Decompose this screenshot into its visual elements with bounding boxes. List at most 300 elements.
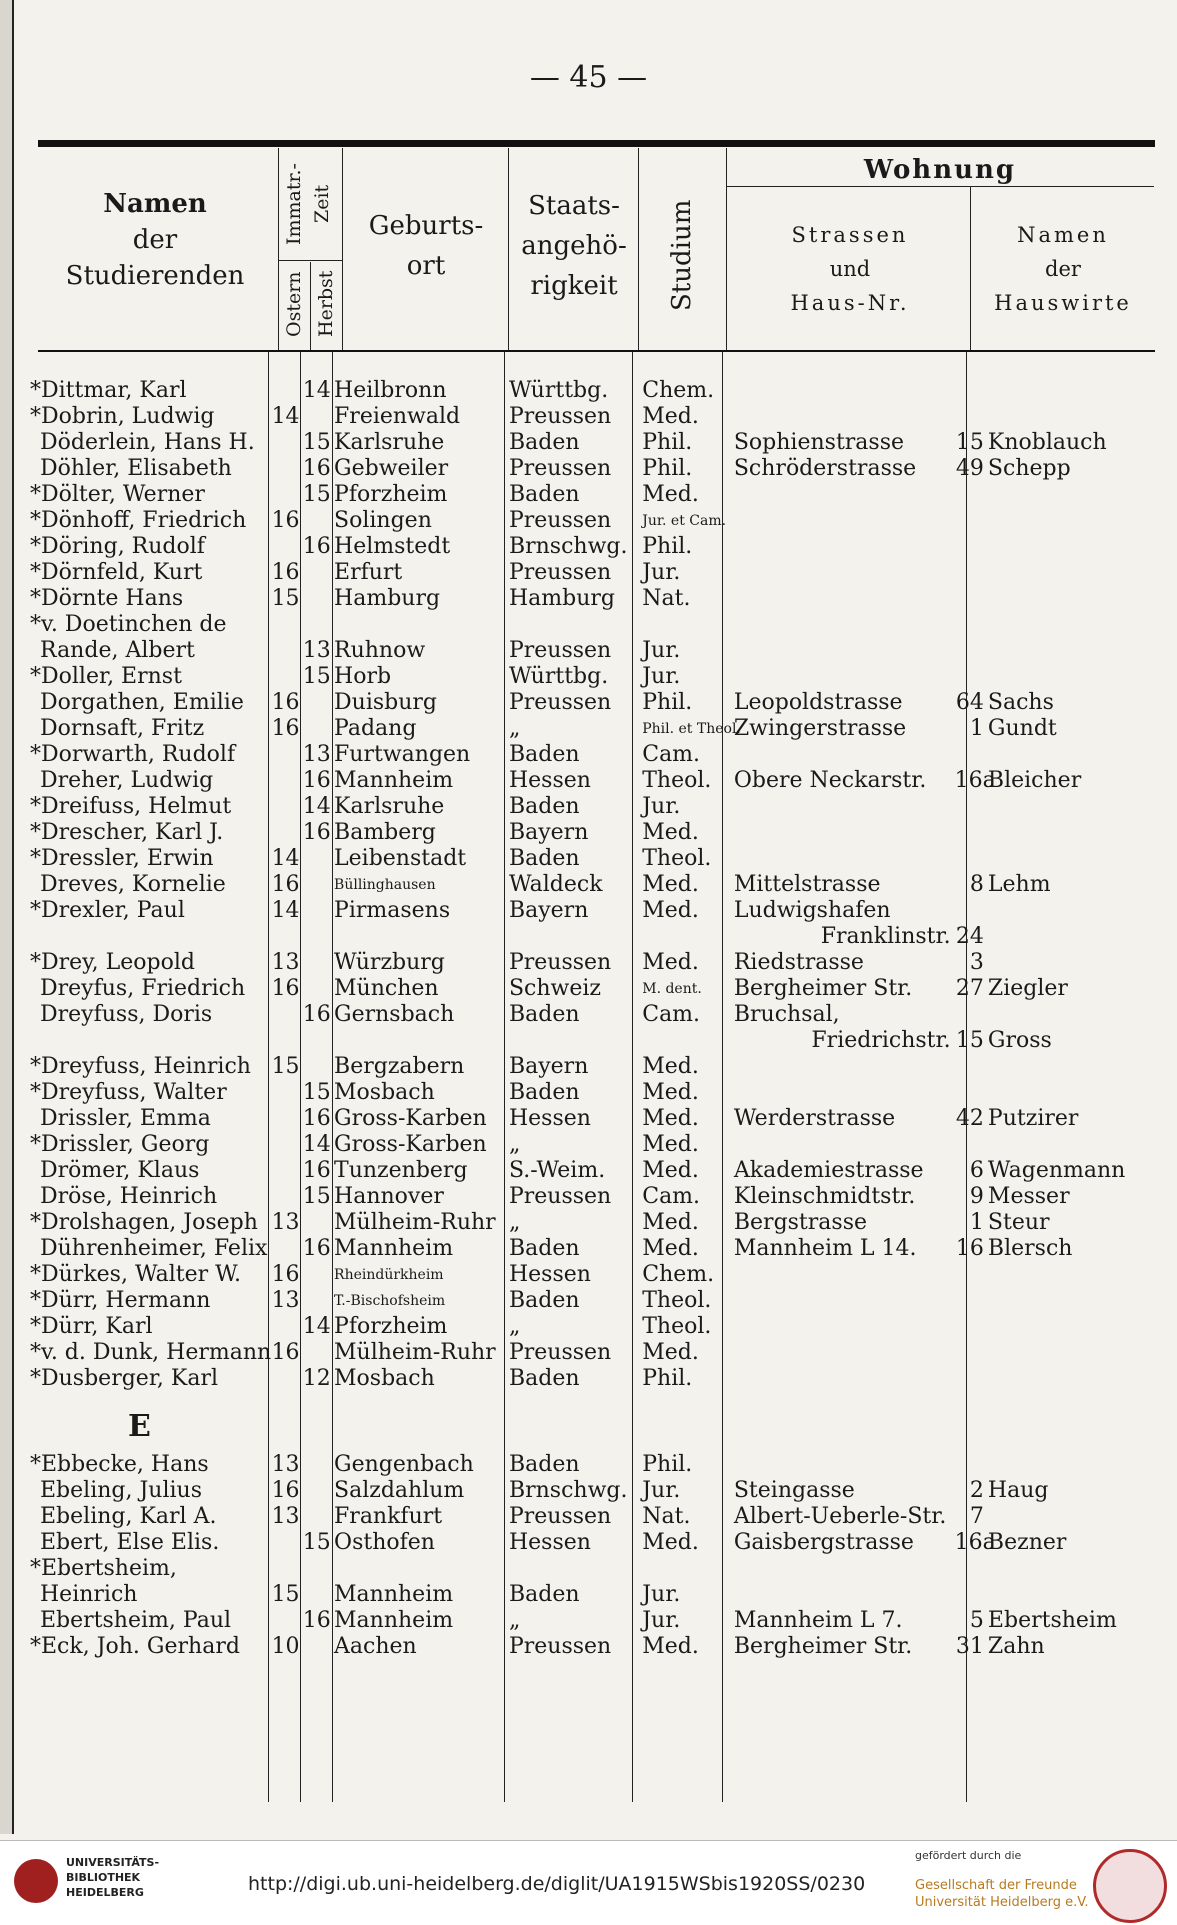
immatr-herbst [301, 1582, 332, 1608]
students-d-body [28, 378, 1163, 1392]
immatr-herbst [301, 612, 332, 638]
birthplace [332, 924, 507, 950]
street-address [732, 482, 953, 508]
header-geburtsort-1: Geburts- [368, 211, 484, 241]
house-number: 6 [969, 1158, 984, 1183]
street-address [732, 846, 953, 872]
street-address: Albert-Ueberle-Str. [733, 1504, 947, 1529]
street-address: Riedstrasse [733, 950, 864, 975]
nationality: Baden [508, 1288, 580, 1313]
nationality: S.-Weim. [508, 1158, 606, 1183]
field-of-study [640, 1556, 732, 1582]
house-number [953, 1366, 986, 1392]
student-name: *Döring, Rudolf [30, 534, 205, 559]
immatr-ostern [270, 1106, 301, 1132]
student-name: *Dönhoff, Friedrich [30, 508, 247, 533]
field-of-study: Med. [642, 872, 699, 897]
header-divider [278, 260, 342, 261]
field-of-study: Med. [642, 1210, 699, 1235]
birthplace: Solingen [334, 508, 432, 533]
street-address [732, 1340, 953, 1366]
field-of-study: Med. [642, 1236, 699, 1261]
birthplace: Mannheim [334, 1236, 454, 1261]
table-row [28, 1530, 1163, 1556]
immatr-ostern [270, 612, 301, 638]
table-row [28, 456, 1163, 482]
table-row [28, 1236, 1163, 1262]
table-row [28, 846, 1163, 872]
nationality: Preussen [508, 560, 612, 585]
immatr-ostern [270, 1158, 301, 1184]
immatr-herbst [301, 1452, 332, 1478]
student-name: *Dreyfuss, Walter [30, 1080, 227, 1105]
field-of-study: Theol. [642, 846, 712, 871]
landlord-name: Steur [987, 1210, 1050, 1235]
immatr-herbst [301, 586, 332, 612]
immatr-ostern [270, 1132, 301, 1158]
house-number [953, 794, 986, 820]
immatr-ostern: 16 [271, 1262, 300, 1287]
header-studium: Studium [667, 199, 697, 311]
nationality: Baden [508, 1002, 580, 1027]
top-rule [38, 140, 1155, 147]
birthplace: Mannheim [334, 1608, 454, 1633]
street-address [732, 1262, 953, 1288]
nationality: Preussen [508, 690, 612, 715]
student-name: *Dürkes, Walter W. [30, 1262, 241, 1287]
house-number [953, 742, 986, 768]
field-of-study: Med. [642, 482, 699, 507]
street-address [732, 664, 953, 690]
nationality: Preussen [508, 456, 612, 481]
field-of-study: Theol. [642, 1314, 712, 1339]
student-name: Dreher, Ludwig [40, 768, 214, 793]
immatr-ostern: 13 [271, 1452, 300, 1477]
field-of-study: Phil. [642, 1366, 693, 1391]
immatr-herbst [301, 1054, 332, 1080]
nationality: Hessen [508, 1530, 591, 1555]
student-name: Dreyfus, Friedrich [40, 976, 246, 1001]
street-address [732, 1132, 953, 1158]
house-number: 15 [955, 1028, 984, 1053]
table-row [28, 1478, 1163, 1504]
field-of-study: Phil. [642, 430, 693, 455]
table-row [28, 508, 1163, 534]
student-name: Dröse, Heinrich [40, 1184, 218, 1209]
street-address [732, 1556, 953, 1582]
header-ostern: Ostern [283, 271, 305, 337]
immatr-herbst: 12 [302, 1366, 331, 1391]
society-name-2: Universität Heidelberg e.V. [915, 1895, 1089, 1910]
immatr-ostern: 16 [271, 690, 300, 715]
table-row [28, 404, 1163, 430]
immatr-herbst [301, 1210, 332, 1236]
header-herbst: Herbst [315, 270, 337, 338]
table-row [28, 1106, 1163, 1132]
landlord-name [986, 482, 1163, 508]
table-row [28, 1314, 1163, 1340]
header-immatr-zeit: Immatr.-Zeit [283, 163, 333, 245]
immatr-herbst: 13 [302, 742, 331, 767]
library-name [66, 1855, 159, 1900]
house-number [953, 1452, 986, 1478]
nationality [507, 1556, 640, 1582]
street-address [732, 820, 953, 846]
student-name: *Dusberger, Karl [30, 1366, 219, 1391]
landlord-name [986, 1262, 1163, 1288]
immatr-herbst [301, 560, 332, 586]
nationality: Bayern [508, 1054, 589, 1079]
student-name: *Drexler, Paul [30, 898, 185, 923]
immatr-ostern: 16 [271, 976, 300, 1001]
table-row [28, 1028, 1163, 1054]
footer [0, 1840, 1177, 1925]
birthplace: Pforzheim [334, 1314, 448, 1339]
section-e-header [28, 1392, 1163, 1452]
landlord-name [986, 612, 1163, 638]
immatr-herbst: 16 [302, 1002, 331, 1027]
student-name: *Drissler, Georg [30, 1132, 210, 1157]
table-row [28, 1262, 1163, 1288]
immatr-ostern [270, 924, 301, 950]
house-number: 8 [969, 872, 984, 897]
house-number: 31 [955, 1634, 984, 1659]
house-number [953, 1556, 986, 1582]
table-row [28, 1002, 1163, 1028]
field-of-study: Chem. [642, 378, 715, 403]
nationality: Bayern [508, 820, 589, 845]
nationality: Preussen [508, 1340, 612, 1365]
field-of-study: Med. [642, 1530, 699, 1555]
table-row [28, 950, 1163, 976]
field-of-study: Med. [642, 1054, 699, 1079]
immatr-ostern [270, 1608, 301, 1634]
immatr-ostern [270, 1530, 301, 1556]
student-name: Drissler, Emma [40, 1106, 211, 1131]
landlord-name: Sachs [987, 690, 1054, 715]
nationality: Bayern [508, 898, 589, 923]
field-of-study: Med. [642, 1634, 699, 1659]
street-address: Bruchsal, [733, 1002, 840, 1027]
birthplace: Bergzabern [334, 1054, 465, 1079]
student-name: *Dürr, Hermann [30, 1288, 211, 1313]
immatr-ostern: 13 [271, 950, 300, 975]
table-row [28, 690, 1163, 716]
field-of-study: Jur. [642, 664, 681, 689]
immatr-herbst: 15 [302, 664, 331, 689]
nationality [507, 924, 640, 950]
header-namen-title: Namen [103, 189, 207, 219]
birthplace: Hamburg [334, 586, 441, 611]
header-divider [278, 148, 279, 350]
immatr-herbst [301, 1340, 332, 1366]
landlord-name: Schepp [987, 456, 1071, 481]
immatr-ostern: 13 [271, 1210, 300, 1235]
table-row [28, 1452, 1163, 1478]
table-row [28, 794, 1163, 820]
immatr-herbst [301, 1262, 332, 1288]
header-hauswirte-2: der [1045, 257, 1081, 281]
students-table [28, 378, 1163, 1660]
immatr-ostern [270, 378, 301, 404]
nationality: Preussen [508, 1504, 612, 1529]
nationality: Preussen [508, 638, 612, 663]
landlord-name [986, 1054, 1163, 1080]
immatr-herbst: 14 [302, 1314, 331, 1339]
birthplace: Karlsruhe [334, 430, 445, 455]
street-address: Bergheimer Str. [733, 1634, 913, 1659]
nationality: Hamburg [508, 586, 615, 611]
birthplace: T.-Bischofsheim [334, 1293, 446, 1309]
field-of-study: Med. [642, 1158, 699, 1183]
landlord-name [986, 1556, 1163, 1582]
immatr-ostern: 16 [271, 1478, 300, 1503]
header-namen-der: der [132, 225, 178, 255]
table-row [28, 1634, 1163, 1660]
header-staatsangehoerigkeit [512, 186, 636, 306]
birthplace: Tunzenberg [334, 1158, 468, 1183]
field-of-study: Cam. [642, 742, 701, 767]
landlord-name [986, 742, 1163, 768]
field-of-study: Med. [642, 404, 699, 429]
society-name-1: Gesellschaft der Freunde [915, 1878, 1077, 1893]
immatr-ostern: 16 [271, 508, 300, 533]
street-address [732, 1314, 953, 1340]
street-address: Ludwigshafen [733, 898, 891, 923]
nationality: Baden [508, 1452, 580, 1477]
street-address: Bergheimer Str. [733, 976, 913, 1001]
nationality: Preussen [508, 1184, 612, 1209]
house-number [953, 534, 986, 560]
street-address [732, 1288, 953, 1314]
page-edge [0, 0, 14, 1834]
student-name: *Dobrin, Ludwig [30, 404, 215, 429]
field-of-study: Cam. [642, 1002, 701, 1027]
immatr-ostern: 13 [271, 1288, 300, 1313]
street-address: Franklinstr. [820, 924, 951, 949]
student-name: *Dürr, Karl [30, 1314, 153, 1339]
nationality: Preussen [508, 950, 612, 975]
street-address: Schröderstrasse [733, 456, 917, 481]
landlord-name: Bleicher [987, 768, 1082, 793]
header-hauswirte-1: Namen [1017, 223, 1109, 247]
nationality: Waldeck [508, 872, 603, 897]
nationality: Hessen [508, 1262, 591, 1287]
immatr-ostern: 16 [271, 560, 300, 585]
house-number [953, 898, 986, 924]
nationality: „ [508, 716, 521, 741]
birthplace: Heilbronn [334, 378, 447, 403]
header-geburtsort [346, 206, 506, 286]
landlord-name [986, 820, 1163, 846]
header-strassen [730, 218, 970, 320]
house-number [953, 1002, 986, 1028]
landlord-name: Ebertsheim [987, 1608, 1117, 1633]
immatr-herbst [301, 690, 332, 716]
immatr-ostern: 14 [271, 846, 300, 871]
landlord-name: Messer [987, 1184, 1070, 1209]
birthplace: Mülheim-Ruhr [334, 1340, 496, 1365]
field-of-study: Phil. [642, 690, 693, 715]
landlord-name [986, 638, 1163, 664]
immatr-herbst: 15 [302, 1530, 331, 1555]
house-number: 5 [969, 1608, 984, 1633]
landlord-name: Gundt [987, 716, 1057, 741]
student-name: *Dölter, Werner [30, 482, 205, 507]
house-number: 1 [969, 716, 984, 741]
table-row [28, 1504, 1163, 1530]
immatr-herbst: 14 [302, 378, 331, 403]
immatr-herbst: 16 [302, 1236, 331, 1261]
landlord-name: Zahn [987, 1634, 1045, 1659]
field-of-study: M. dent. [642, 981, 702, 997]
house-number [953, 378, 986, 404]
student-name: Dreyfuss, Doris [40, 1002, 213, 1027]
street-address [732, 404, 953, 430]
birthplace: Hannover [334, 1184, 444, 1209]
immatr-ostern [270, 1080, 301, 1106]
house-number: 24 [955, 924, 984, 949]
table-row [28, 976, 1163, 1002]
immatr-ostern [270, 430, 301, 456]
student-name: *Drescher, Karl J. [30, 820, 224, 845]
header-geburtsort-2: ort [406, 251, 446, 281]
header-staats-3: rigkeit [530, 271, 618, 301]
house-number [953, 1262, 986, 1288]
immatr-herbst [301, 1556, 332, 1582]
immatr-ostern [270, 664, 301, 690]
house-number [953, 612, 986, 638]
house-number [953, 638, 986, 664]
immatr-ostern [270, 1236, 301, 1262]
house-number [953, 508, 986, 534]
student-name: Ebeling, Julius [40, 1478, 202, 1503]
landlord-name: Knoblauch [987, 430, 1107, 455]
table-row [28, 638, 1163, 664]
student-name: *Dreifuss, Helmut [30, 794, 232, 819]
landlord-name [986, 846, 1163, 872]
sponsor-text: gefördert durch die [915, 1849, 1022, 1862]
street-address: Mannheim L 14. [733, 1236, 917, 1261]
nationality: Hessen [508, 1106, 591, 1131]
table-row [28, 430, 1163, 456]
student-name: *Dörnfeld, Kurt [30, 560, 203, 585]
immatr-ostern [270, 638, 301, 664]
source-url[interactable]: http://digi.ub.uni-heidelberg.de/diglit/UA1915WSbis1920SS/0230 [248, 1873, 866, 1895]
house-number: 3 [969, 950, 984, 975]
immatr-ostern [270, 820, 301, 846]
street-address: Friedrichstr. [811, 1028, 951, 1053]
house-number [953, 1080, 986, 1106]
immatr-herbst [301, 1634, 332, 1660]
landlord-name [986, 1314, 1163, 1340]
immatr-herbst [301, 924, 332, 950]
birthplace: Mannheim [334, 768, 454, 793]
immatr-ostern [270, 534, 301, 560]
street-address: Steingasse [733, 1478, 855, 1503]
library-name-2: BIBLIOTHEK [66, 1871, 141, 1884]
header-divider [508, 148, 509, 350]
house-number: 7 [969, 1504, 984, 1529]
landlord-name [986, 534, 1163, 560]
landlord-name [986, 1288, 1163, 1314]
student-name: Döhler, Elisabeth [40, 456, 232, 481]
birthplace: Karlsruhe [334, 794, 445, 819]
birthplace [332, 1556, 507, 1582]
landlord-name: Bezner [987, 1530, 1067, 1555]
landlord-name [986, 1504, 1163, 1530]
birthplace: Osthofen [334, 1530, 435, 1555]
field-of-study: Theol. [642, 768, 712, 793]
birthplace: Rheindürkheim [334, 1267, 444, 1283]
table-row [28, 742, 1163, 768]
house-number: 64 [955, 690, 984, 715]
landlord-name [986, 560, 1163, 586]
nationality: „ [508, 1210, 521, 1235]
table-row [28, 1288, 1163, 1314]
table-row [28, 768, 1163, 794]
student-name: *Eck, Joh. Gerhard [30, 1634, 240, 1659]
student-name: *v. d. Dunk, Hermann [30, 1340, 272, 1365]
landlord-name [986, 1080, 1163, 1106]
street-address: Zwingerstrasse [733, 716, 907, 741]
house-number: 15 [955, 430, 984, 455]
landlord-name: Gross [987, 1028, 1052, 1053]
field-of-study: Phil. et Theol. [642, 721, 741, 737]
immatr-herbst [301, 1028, 332, 1054]
house-number: 16a [954, 1530, 996, 1555]
street-address: Mannheim L 7. [733, 1608, 903, 1633]
student-name: Dreves, Kornelie [40, 872, 226, 897]
house-number [953, 820, 986, 846]
table-row [28, 1184, 1163, 1210]
university-seal-icon [1093, 1849, 1167, 1923]
birthplace: Furtwangen [334, 742, 471, 767]
field-of-study: Med. [642, 1106, 699, 1131]
library-logo-icon [14, 1859, 58, 1903]
immatr-ostern [270, 1184, 301, 1210]
table-row [28, 924, 1163, 950]
immatr-herbst: 15 [302, 1080, 331, 1105]
landlord-name [986, 586, 1163, 612]
table-row [28, 1366, 1163, 1392]
header-staats-1: Staats- [528, 191, 620, 221]
student-name [28, 1028, 270, 1054]
birthplace [332, 1028, 507, 1054]
table-row [28, 378, 1163, 404]
nationality: Preussen [508, 1634, 612, 1659]
house-number [953, 664, 986, 690]
landlord-name [986, 1132, 1163, 1158]
street-address [732, 794, 953, 820]
landlord-name [986, 664, 1163, 690]
street-address [732, 1582, 953, 1608]
nationality [507, 612, 640, 638]
birthplace: Padang [334, 716, 417, 741]
street-address: Akademiestrasse [733, 1158, 924, 1183]
header-namen-studierenden: Studierenden [65, 261, 245, 291]
field-of-study: Jur. [642, 638, 681, 663]
table-row [28, 872, 1163, 898]
immatr-herbst: 15 [302, 430, 331, 455]
immatr-ostern: 16 [271, 1340, 300, 1365]
field-of-study [640, 924, 732, 950]
birthplace: Leibenstadt [334, 846, 467, 871]
table-row [28, 612, 1163, 638]
house-number: 16 [955, 1236, 984, 1261]
house-number [953, 846, 986, 872]
table-row [28, 1608, 1163, 1634]
